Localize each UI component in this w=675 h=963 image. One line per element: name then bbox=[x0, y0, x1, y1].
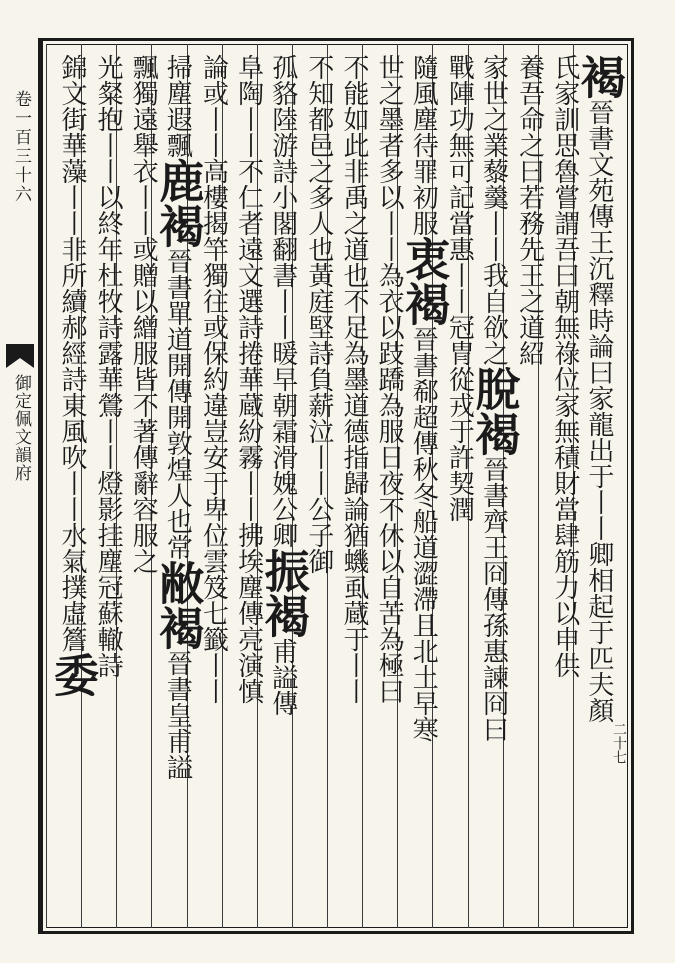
annotation-text: 氏家訓思魯嘗謂吾曰朝無祿位家無積財當肆筋力以申供 bbox=[549, 54, 580, 678]
annotation-text: 晉書文苑傳王沉釋時論曰 bbox=[583, 99, 614, 385]
headword: 委 bbox=[46, 652, 99, 697]
annotation-text: 戰陣功無可記當 bbox=[444, 54, 475, 236]
text-column bbox=[46, 44, 99, 928]
headword: 褐 bbox=[572, 54, 626, 99]
annotation-text: 晉書皇甫謚 bbox=[162, 650, 193, 780]
annotation-text: 傳辭容服之 bbox=[128, 444, 159, 574]
annotation-text: 光粲抱丨丨以終年杜牧詩露華鶯丨丨燈影挂塵冠蘇轍詩 bbox=[93, 54, 124, 678]
annotation-text: 衣丨丨或贈以繒服皆不著 bbox=[128, 158, 159, 444]
annotation-text: 飄獨遠舉 bbox=[128, 54, 159, 158]
annotation-text: 阜陶丨丨不仁者遠文選詩捲華蔵紛霧丨丨拂埃塵傳亮演慎 bbox=[233, 54, 264, 704]
annotation-text: 不知都邑之多人也黃庭堅詩負薪泣丨丨公子御 bbox=[303, 54, 334, 574]
annotation-text: 晉書郗超傳秋冬船道澀滯且北土早寒 bbox=[408, 326, 439, 742]
annotation-text: 不能如此非禹之道也不足為墨道德指歸論猶蟣虱蔵于丨丨 bbox=[339, 54, 369, 704]
headword: 敝褐 bbox=[151, 560, 205, 650]
annotation-text: 家世之業藜羹丨丨我自欲之 bbox=[478, 54, 509, 366]
headword: 鹿褐 bbox=[151, 158, 205, 248]
page-number: 二十七 bbox=[611, 722, 627, 764]
headword: 脫褐 bbox=[467, 366, 521, 456]
page-margin bbox=[0, 38, 40, 934]
annotation-text: 孤貉陸游詩小閣翻書丨丨暖早朝霜滑媿公卿 bbox=[267, 54, 298, 548]
annotation-text: 惠丨丨冠冑從戎于許契潤 bbox=[444, 236, 475, 522]
annotation-text: 晉書單道開傳開敦煌人也常 bbox=[162, 248, 193, 560]
annotation-text: 世之墨者多以丨丨為衣以跂蹻為服日夜不休以自苦為極曰 bbox=[374, 54, 405, 704]
annotation-text: 晉書齊王冏傳孫惠諫冏曰 bbox=[478, 456, 509, 742]
annotation-text: 掃塵遐飄 bbox=[162, 54, 193, 158]
headword: 振褐 bbox=[256, 548, 310, 638]
annotation-text: 家龍出于 bbox=[583, 385, 614, 489]
headword: 衷褐 bbox=[397, 236, 451, 326]
volume-label: 卷一百三十六 bbox=[11, 90, 31, 204]
annotation-text: 論或丨丨高樓揭竿獨往或保約違豈安于卑位雲笈七籤丨丨 bbox=[198, 54, 229, 704]
column-text bbox=[47, 54, 98, 918]
annotation-text: 隨風塵待罪初服 bbox=[408, 54, 439, 236]
annotation-text: 錦文街華藻丨丨非所續郝經詩東風吹丨丨水氣撲虛簷 bbox=[57, 54, 87, 652]
book-title: 御定佩文韻府 bbox=[11, 374, 31, 482]
annotation-text: 丨丨卿相起于匹夫顏 bbox=[583, 489, 614, 723]
annotation-text: 甫謚傳 bbox=[267, 638, 298, 716]
fish-tail-ornament bbox=[4, 342, 36, 370]
annotation-text: 養吾命之曰若務先王之道紹 bbox=[514, 54, 545, 366]
